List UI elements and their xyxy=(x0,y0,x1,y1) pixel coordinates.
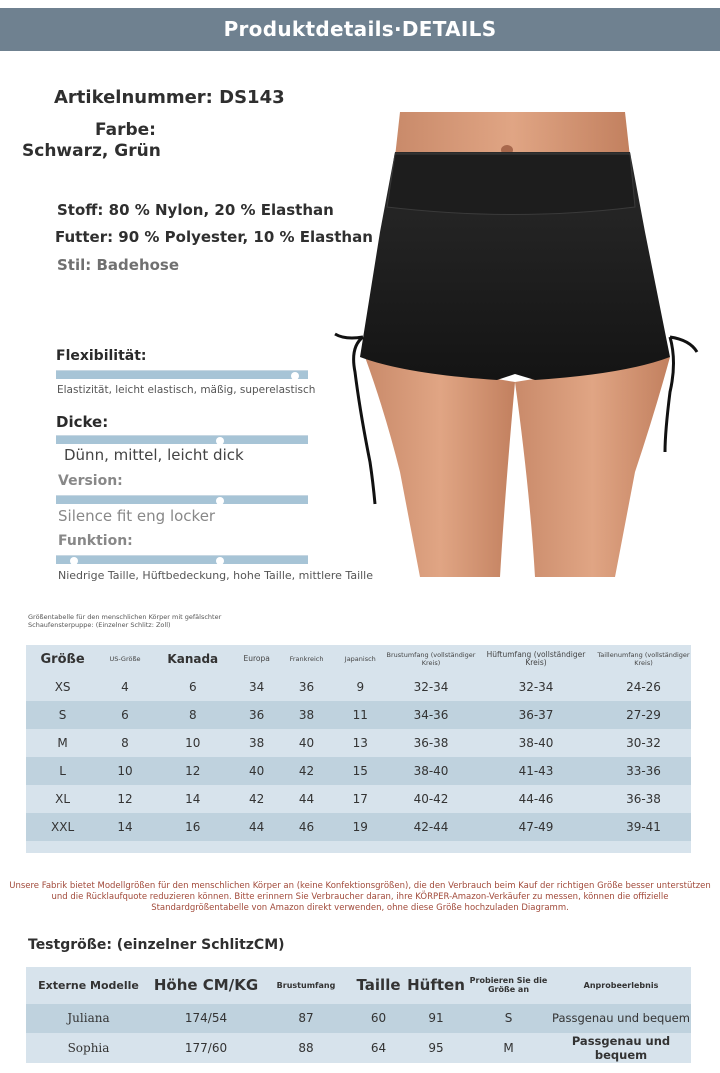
test-col-header: Probieren Sie die Größe an xyxy=(466,967,551,1004)
table-cell: 33-36 xyxy=(626,764,661,778)
size-chart-note: Größentabelle für den menschlichen Körper mit gefälschter Schaufensterpuppe: (Einzelner Schlitz: Zoll) xyxy=(28,613,222,629)
table-cell: 6 xyxy=(121,708,129,722)
attr-bar-version xyxy=(56,495,308,504)
table-cell: L xyxy=(59,764,66,778)
attr-level-dot xyxy=(70,557,78,565)
product-photo xyxy=(325,112,705,577)
table-cell: 32-34 xyxy=(413,680,449,694)
attr-level-dot xyxy=(291,372,299,380)
table-cell: 12 xyxy=(185,764,201,778)
page-header: Produktdetails·DETAILS xyxy=(0,8,720,51)
table-cell: 34-36 xyxy=(413,708,449,722)
table-cell: 9 xyxy=(356,680,365,694)
table-cell: 42 xyxy=(249,792,265,806)
table-cell: 44 xyxy=(249,820,265,834)
table-cell: Sophia xyxy=(26,1033,151,1063)
table-cell: 60 xyxy=(351,1004,406,1033)
test-col-header: Höhe CM/KG xyxy=(151,967,261,1004)
table-cell: 10 xyxy=(185,736,201,750)
table-cell: 36-38 xyxy=(626,792,661,806)
attr-bar-thickness xyxy=(56,435,308,444)
table-cell: 4 xyxy=(121,680,129,694)
test-col-header: Externe Modelle xyxy=(26,967,151,1004)
table-cell: S xyxy=(58,708,67,722)
table-cell: 36-37 xyxy=(518,708,554,722)
size-col-header: Kanada xyxy=(167,652,219,666)
table-cell: 16 xyxy=(185,820,201,834)
table-cell: 12 xyxy=(117,792,133,806)
table-cell: 174/54 xyxy=(151,1004,261,1033)
table-row xyxy=(26,673,691,701)
test-size-table xyxy=(26,967,691,1063)
table-cell: 39-41 xyxy=(626,820,661,834)
table-cell: 38-40 xyxy=(518,736,554,750)
table-cell: 40 xyxy=(298,736,315,750)
attr-label-flexibility: Flexibilität: xyxy=(56,348,147,364)
table-cell: 27-29 xyxy=(626,708,661,722)
table-cell: 34 xyxy=(249,680,265,694)
test-col-header: Anprobeerlebnis xyxy=(551,967,691,1004)
table-cell: 8 xyxy=(121,736,129,750)
table-cell: 38-40 xyxy=(413,764,449,778)
attr-label-function: Funktion: xyxy=(58,533,133,549)
table-cell: 13 xyxy=(352,736,368,750)
table-cell: 88 xyxy=(261,1033,351,1063)
table-cell: 6 xyxy=(188,680,197,694)
article-number: Artikelnummer: DS143 xyxy=(54,87,285,108)
table-cell: M xyxy=(57,736,68,750)
table-cell: 32-34 xyxy=(518,680,554,694)
attr-bar-flexibility xyxy=(56,370,308,379)
size-col-header: Europa xyxy=(243,654,270,663)
table-cell: 95 xyxy=(406,1033,466,1063)
table-cell: XXL xyxy=(51,820,75,834)
size-col-header: Japanisch xyxy=(344,655,376,663)
table-cell: 40 xyxy=(249,764,265,778)
table-cell: 40-42 xyxy=(413,792,449,806)
size-chart-table xyxy=(26,645,691,853)
attr-level-dot xyxy=(216,437,224,445)
color-label: Farbe: xyxy=(95,120,156,140)
table-row xyxy=(26,757,691,785)
table-cell: Passgenau und bequem xyxy=(551,1033,691,1063)
color-value: Schwarz, Grün xyxy=(22,141,161,161)
attr-level-dot xyxy=(216,557,224,565)
size-col-header: Frankreich xyxy=(289,655,324,663)
attr-caption-function: Niedrige Taille, Hüftbedeckung, hohe Taille, mittlere Taille xyxy=(58,569,374,582)
table-cell: 42 xyxy=(298,764,315,778)
test-col-header: Hüften xyxy=(406,967,466,1004)
table-row xyxy=(26,813,691,841)
attr-caption-version: Silence fit eng locker xyxy=(58,507,216,525)
table-cell: 36 xyxy=(249,708,265,722)
table-cell: XL xyxy=(55,792,71,806)
table-cell: 17 xyxy=(352,792,368,806)
table-cell: 42-44 xyxy=(413,820,449,834)
table-cell: XS xyxy=(54,680,71,694)
test-col-header: Taille xyxy=(351,967,406,1004)
table-cell: S xyxy=(466,1004,551,1033)
table-cell: 46 xyxy=(298,820,315,834)
test-col-header: Brustumfang xyxy=(261,967,351,1004)
table-cell: M xyxy=(466,1033,551,1063)
lining-info: Futter: 90 % Polyester, 10 % Elasthan xyxy=(55,228,373,246)
table-cell: 47-49 xyxy=(518,820,554,834)
table-cell: 8 xyxy=(188,708,197,722)
table-cell: 91 xyxy=(406,1004,466,1033)
table-cell: 64 xyxy=(351,1033,406,1063)
table-cell: 10 xyxy=(117,764,133,778)
table-cell: Passgenau und bequem xyxy=(551,1004,691,1033)
attr-caption-thickness: Dünn, mittel, leicht dick xyxy=(64,446,244,464)
size-col-header: US-Größe xyxy=(109,655,141,663)
table-cell: 14 xyxy=(185,792,201,806)
table-row xyxy=(26,785,691,813)
table-cell: Juliana xyxy=(26,1004,151,1033)
table-cell: 36 xyxy=(298,680,315,694)
table-cell: 24-26 xyxy=(626,680,661,694)
attr-bar-function xyxy=(56,555,308,564)
size-disclaimer: Unsere Fabrik bietet Modellgrößen für den menschlichen Körper an (keine Konfektionsgrößen), die den Verbrauch beim Kauf der richtigen Größe besser unterstützen und die Rücklaufquote reduzieren können. Bitte erinnern Sie Verbraucher daran, ihre KÖRPER-Amazon-Verkäufer zu messen, können die offizielle Standardgrößentabelle von Amazon direkt verwenden, ohne diese Größe hochzuladen Diagramm. xyxy=(9,881,711,913)
table-cell: 41-43 xyxy=(518,764,554,778)
size-col-header: Brustumfang (vollständiger Kreis) xyxy=(386,651,476,667)
style-info: Stil: Badehose xyxy=(57,256,180,274)
table-cell: 30-32 xyxy=(626,736,661,750)
table-cell: 44 xyxy=(298,792,315,806)
size-col-header: Hüftumfang (vollständiger Kreis) xyxy=(486,650,586,667)
table-cell: 87 xyxy=(261,1004,351,1033)
attr-level-dot xyxy=(216,497,224,505)
table-cell: 177/60 xyxy=(151,1033,261,1063)
table-cell: 11 xyxy=(352,708,368,722)
attr-caption-flexibility: Elastizität, leicht elastisch, mäßig, superelastisch xyxy=(57,384,316,396)
table-cell: 36-38 xyxy=(413,736,449,750)
table-row xyxy=(26,1004,691,1033)
attr-label-version: Version: xyxy=(58,473,123,489)
attr-label-thickness: Dicke: xyxy=(56,413,109,431)
table-cell: 19 xyxy=(352,820,368,834)
table-row xyxy=(26,701,691,729)
table-cell: 38 xyxy=(249,736,265,750)
table-cell: 14 xyxy=(117,820,133,834)
fabric-info: Stoff: 80 % Nylon, 20 % Elasthan xyxy=(57,201,334,219)
size-col-header: Größe xyxy=(40,651,85,667)
test-size-title: Testgröße: (einzelner SchlitzCM) xyxy=(28,937,285,953)
table-row xyxy=(26,729,691,757)
table-cell: 44-46 xyxy=(518,792,554,806)
table-cell: 38 xyxy=(298,708,315,722)
table-cell: 15 xyxy=(352,764,368,778)
table-row xyxy=(26,1033,691,1063)
size-col-header: Taillenumfang (vollständiger Kreis) xyxy=(597,651,690,667)
